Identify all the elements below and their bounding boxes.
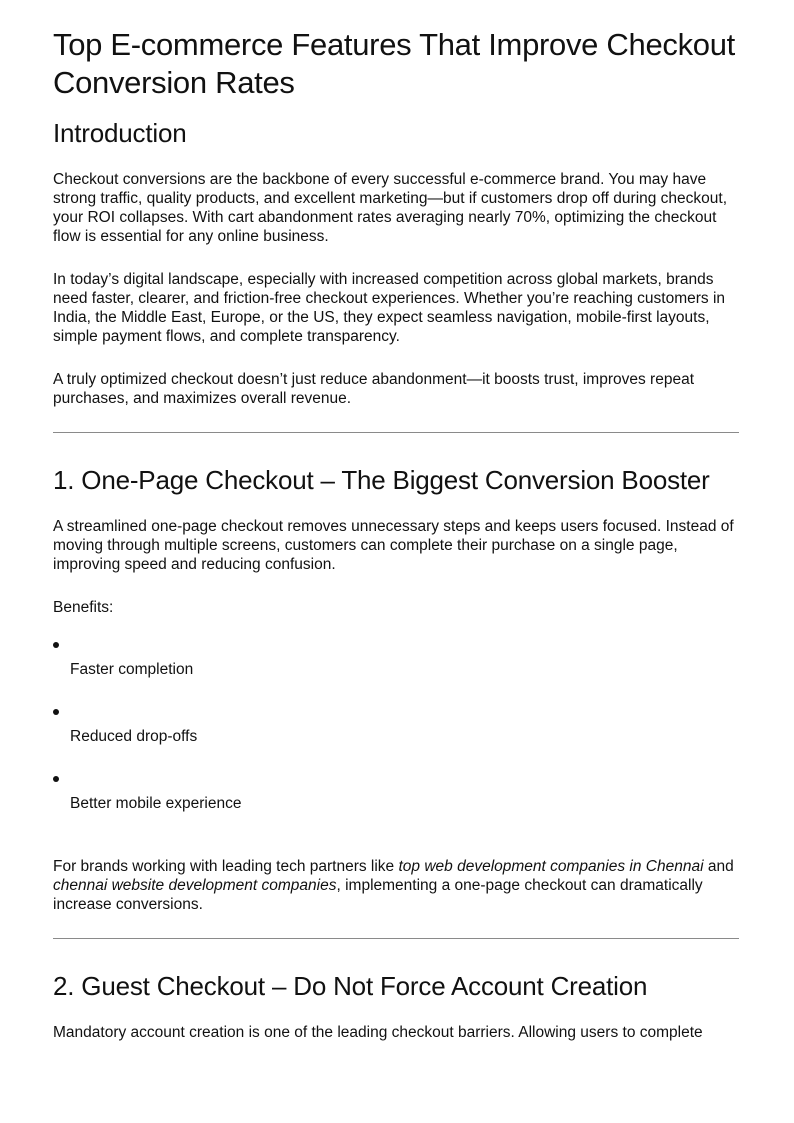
section-divider	[53, 432, 739, 433]
list-item	[53, 700, 739, 746]
list-item-text: Faster completion	[70, 661, 194, 678]
section-1-paragraph: A streamlined one-page checkout removes unnecessary steps and keeps users focused. Instead of moving through multiple screens, customers can complete their purchase on a single page, improving speed and reducing confusion.	[53, 518, 734, 573]
closing-mid-text: and	[703, 858, 734, 875]
benefits-list	[53, 633, 739, 813]
section-divider	[53, 938, 739, 939]
intro-heading: Introduction	[53, 118, 187, 148]
bullet-icon	[53, 776, 59, 782]
section-2-heading: 2. Guest Checkout – Do Not Force Account Creation	[53, 971, 648, 1001]
intro-paragraph-2: In today’s digital landscape, especially with increased competition across global markets, brands need faster, clearer, and friction-free checkout experiences. Whether you’re reaching customers in India, the Middle East, Europe, or the US, they expect seamless navigation, mobile-first layouts, simple payment flows, and complete transparency.	[53, 271, 726, 345]
list-item	[53, 767, 739, 813]
list-item	[53, 633, 739, 679]
page-title: Top E-commerce Features That Improve Checkout Conversion Rates	[53, 27, 735, 100]
reference-chennai-website-companies: chennai website development companies	[53, 877, 337, 894]
section-2-paragraph: Mandatory account creation is one of the leading checkout barriers. Allowing users to complete	[53, 1024, 703, 1041]
document-page	[53, 26, 739, 1066]
bullet-icon	[53, 709, 59, 715]
list-item-text: Better mobile experience	[70, 795, 242, 812]
intro-paragraph-3: A truly optimized checkout doesn’t just reduce abandonment—it boosts trust, improves repeat purchases, and maximizes overall revenue.	[53, 371, 695, 407]
bullet-icon	[53, 642, 59, 648]
section-1-closing-paragraph	[53, 857, 739, 914]
benefits-label: Benefits:	[53, 599, 114, 616]
intro-paragraph-1: Checkout conversions are the backbone of every successful e-commerce brand. You may have strong traffic, quality products, and excellent marketing—but if customers drop off during checkout, your ROI collapses. With cart abandonment rates averaging nearly 70%, optimizing the checkout flow is essential for any online business.	[53, 171, 728, 245]
reference-chennai-web-companies: top web development companies in Chennai	[398, 858, 704, 875]
closing-tail-text: , implementing a one-page checkout can dramatically increase conversions.	[53, 877, 703, 913]
section-1-heading: 1. One-Page Checkout – The Biggest Conversion Booster	[53, 465, 710, 495]
closing-lead-text: For brands working with leading tech partners like	[53, 858, 399, 875]
list-item-text: Reduced drop-offs	[70, 728, 198, 745]
